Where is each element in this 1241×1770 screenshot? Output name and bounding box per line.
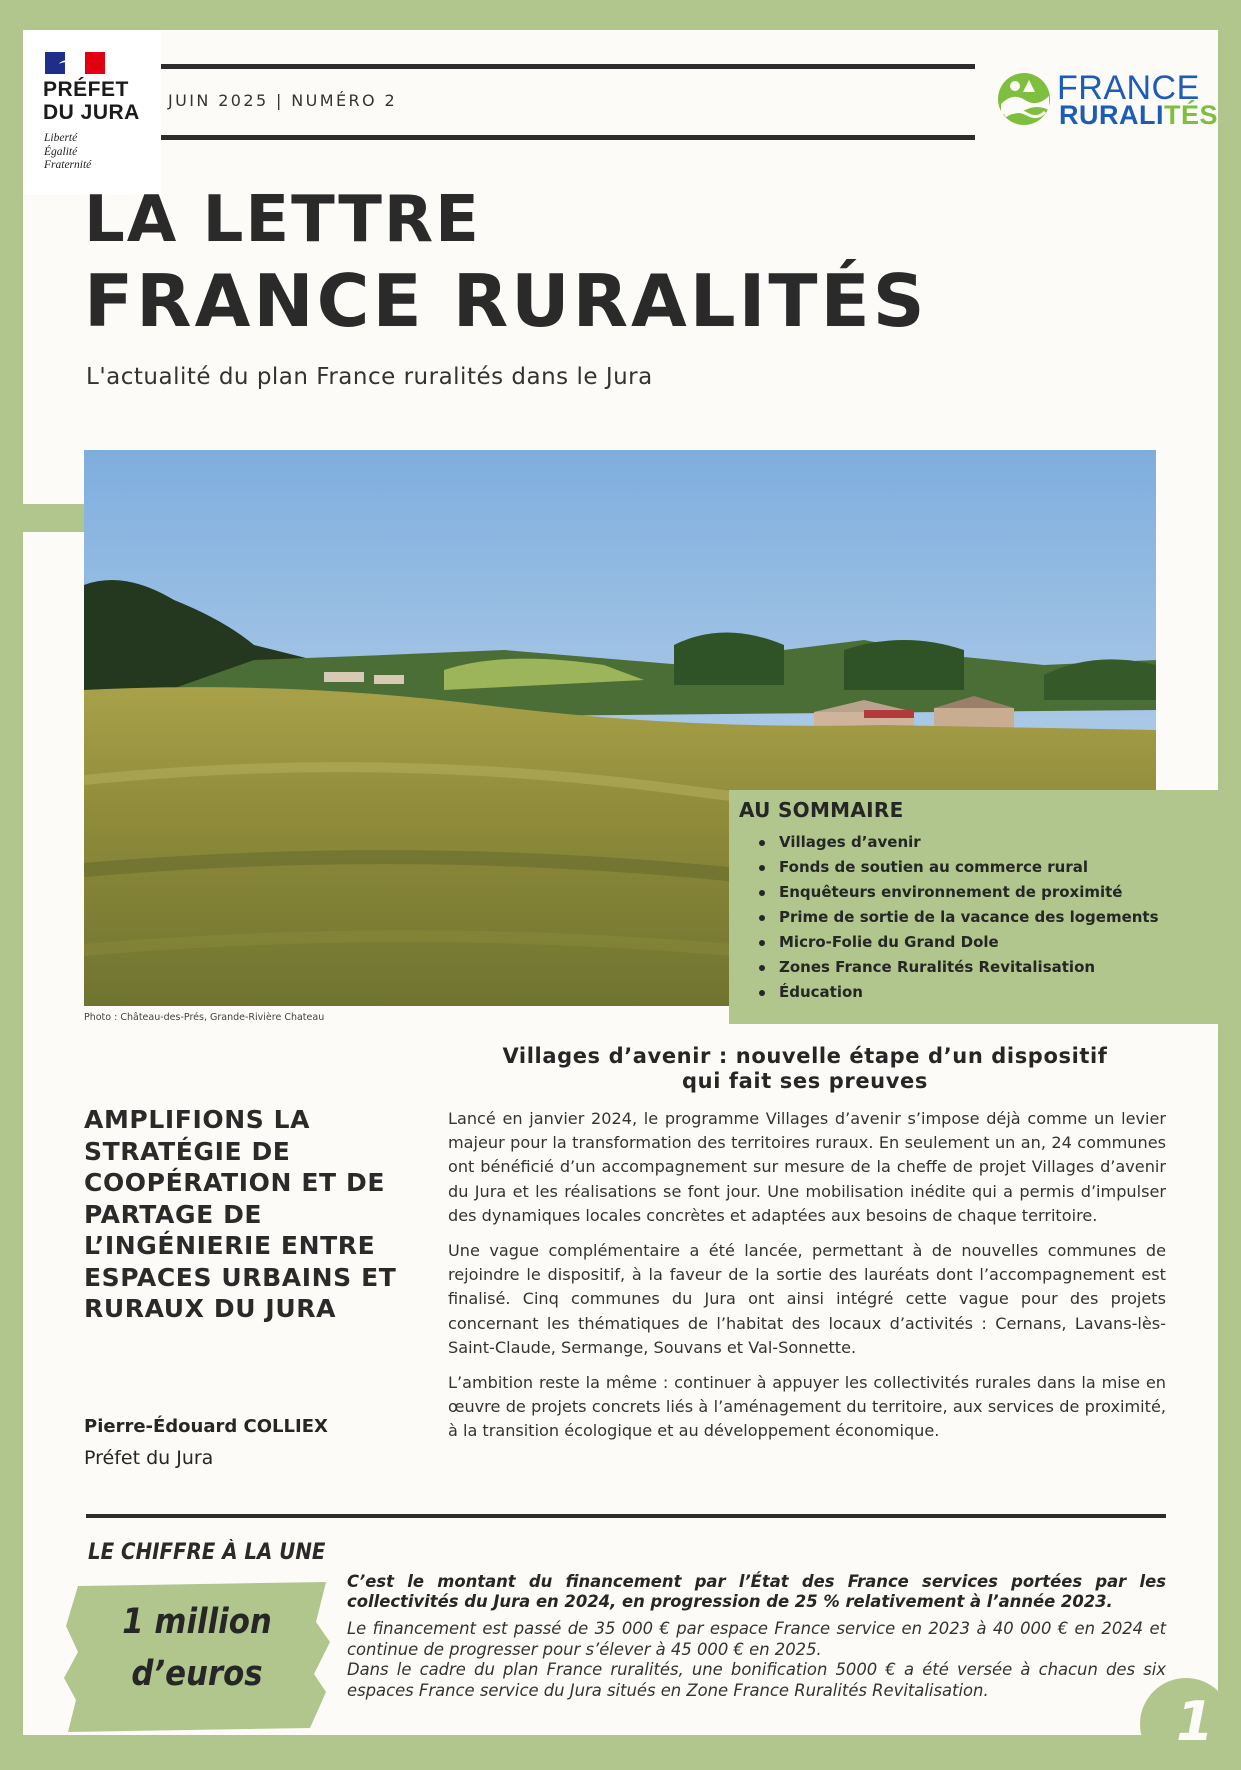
toc-item: Éducation xyxy=(779,980,1159,1005)
logo-ruralites-part2: TÉS xyxy=(1164,100,1219,130)
motto-liberte: Liberté xyxy=(44,132,78,144)
toc-item: Enquêteurs environnement de proximité xyxy=(779,880,1159,905)
editorial-author-name: Pierre-Édouard COLLIEX xyxy=(84,1416,328,1437)
masthead-title-line2: FRANCE RURALITÉS xyxy=(84,259,928,343)
key-figure-lead: C’est le montant du financement par l’État des France services portées par les collectivités du Jura en 2024, en progression de 25 % relativement à l’année 2023. xyxy=(347,1572,1166,1611)
prefet-logo xyxy=(23,30,161,195)
editorial-author-role: Préfet du Jura xyxy=(84,1447,214,1469)
toc-item: Micro-Folie du Grand Dole xyxy=(779,930,1159,955)
landscape-emblem-icon xyxy=(995,70,1053,128)
marianne-flag-icon xyxy=(45,52,105,74)
article-paragraph: Lancé en janvier 2024, le programme Villages d’avenir s’impose déjà comme un levier majeur pour la transformation des territoires ruraux. En seulement un an, 24 communes ont bénéficié d’un accompagnement sur mesure de la cheffe de projet Villages d’avenir du Jura et les réalisations se font jour. Une mobilisation inédite qui a permis d’impulser des dynamiques locales concrètes et adaptées aux besoins de chaque territoire. xyxy=(448,1109,1166,1225)
issue-date-number: JUIN 2025 | NUMÉRO 2 xyxy=(168,91,398,110)
article-title-line2: qui fait ses preuves xyxy=(682,1069,928,1093)
republic-motto xyxy=(44,132,91,173)
section-divider xyxy=(86,1514,1166,1518)
prefet-title-line2: DU JURA xyxy=(43,101,140,124)
toc-item: Zones France Ruralités Revitalisation xyxy=(779,955,1159,980)
toc-title: AU SOMMAIRE xyxy=(739,798,904,822)
key-figure-detail-1: Le financement est passé de 35 000 € par espace France service en 2023 à 40 000 € en 2024 et continue de progresser pour s’élever à 45 000 € en 2025. xyxy=(347,1619,1166,1659)
logo-ruralites-word xyxy=(1059,102,1218,129)
header-top-rule xyxy=(161,64,975,69)
masthead-title-line1: LA LETTRE xyxy=(84,183,481,257)
key-figure-label: LE CHIFFRE À LA UNE xyxy=(88,1540,326,1565)
article-paragraph: L’ambition reste la même : continuer à appuyer les collectivités rurales dans la mise en œuvre de projets concrets liés à l’aménagement du territoire, aux services de proximité, à la transition écologique et au développement économique. xyxy=(448,1373,1166,1441)
france-ruralites-logo xyxy=(993,68,1219,130)
logo-ruralites-part1: RURALI xyxy=(1059,100,1164,130)
article-paragraph: Une vague complémentaire a été lancée, permettant à de nouvelles communes de rejoindre le dispositif, à la faveur de la sortie des lauréats dont l’accompagnement est finalisé. Cinq communes du Jura ont ainsi intégré cette vague pour des projets concernant les thématiques de l’habitat des locaux d’activités : Cernans, Lavans-lès-Saint-Claude, Sermange, Souvans et Val-Sonnette. xyxy=(448,1241,1166,1357)
editorial-heading: AMPLIFIONS LA STRATÉGIE DE COOPÉRATION ET DE PARTAGE DE L’INGÉNIERIE ENTRE ESPACES URBAINS ET RURAUX DU JURA xyxy=(84,1105,397,1323)
toc-item: Fonds de soutien au commerce rural xyxy=(779,855,1159,880)
photo-credit: Photo : Château-des-Prés, Grande-Rivière Chateau xyxy=(84,1012,325,1023)
page-number: 1 xyxy=(1176,1690,1214,1753)
toc-list xyxy=(779,830,1159,1005)
article-body xyxy=(448,1107,1166,1455)
article-title xyxy=(448,1044,1162,1094)
key-figure-detail-2: Dans le cadre du plan France ruralités, une bonification 5000 € a été versée à chacun des six espaces France service du Jura situés en Zone France Ruralités Revitalisation. xyxy=(347,1660,1166,1700)
logo-france-word: FRANCE xyxy=(1057,69,1200,107)
prefet-title xyxy=(43,78,140,124)
header-bottom-rule xyxy=(161,135,975,140)
key-figure-value-line2: d’euros xyxy=(131,1654,263,1694)
toc-item: Prime de sortie de la vacance des logements xyxy=(779,905,1159,930)
table-of-contents xyxy=(729,790,1218,1024)
article-title-line1: Villages d’avenir : nouvelle étape d’un dispositif xyxy=(502,1044,1108,1068)
toc-item: Villages d’avenir xyxy=(779,830,1159,855)
motto-fraternite: Fraternité xyxy=(44,159,92,171)
key-figure-value xyxy=(80,1596,314,1700)
key-figure-explanation xyxy=(347,1572,1166,1701)
prefet-title-line1: PRÉFET xyxy=(43,78,129,101)
masthead-subtitle: L'actualité du plan France ruralités dans le Jura xyxy=(86,364,653,390)
key-figure-value-line1: 1 million xyxy=(122,1602,272,1642)
motto-egalite: Égalité xyxy=(44,145,78,158)
key-figure-detail xyxy=(347,1619,1166,1701)
